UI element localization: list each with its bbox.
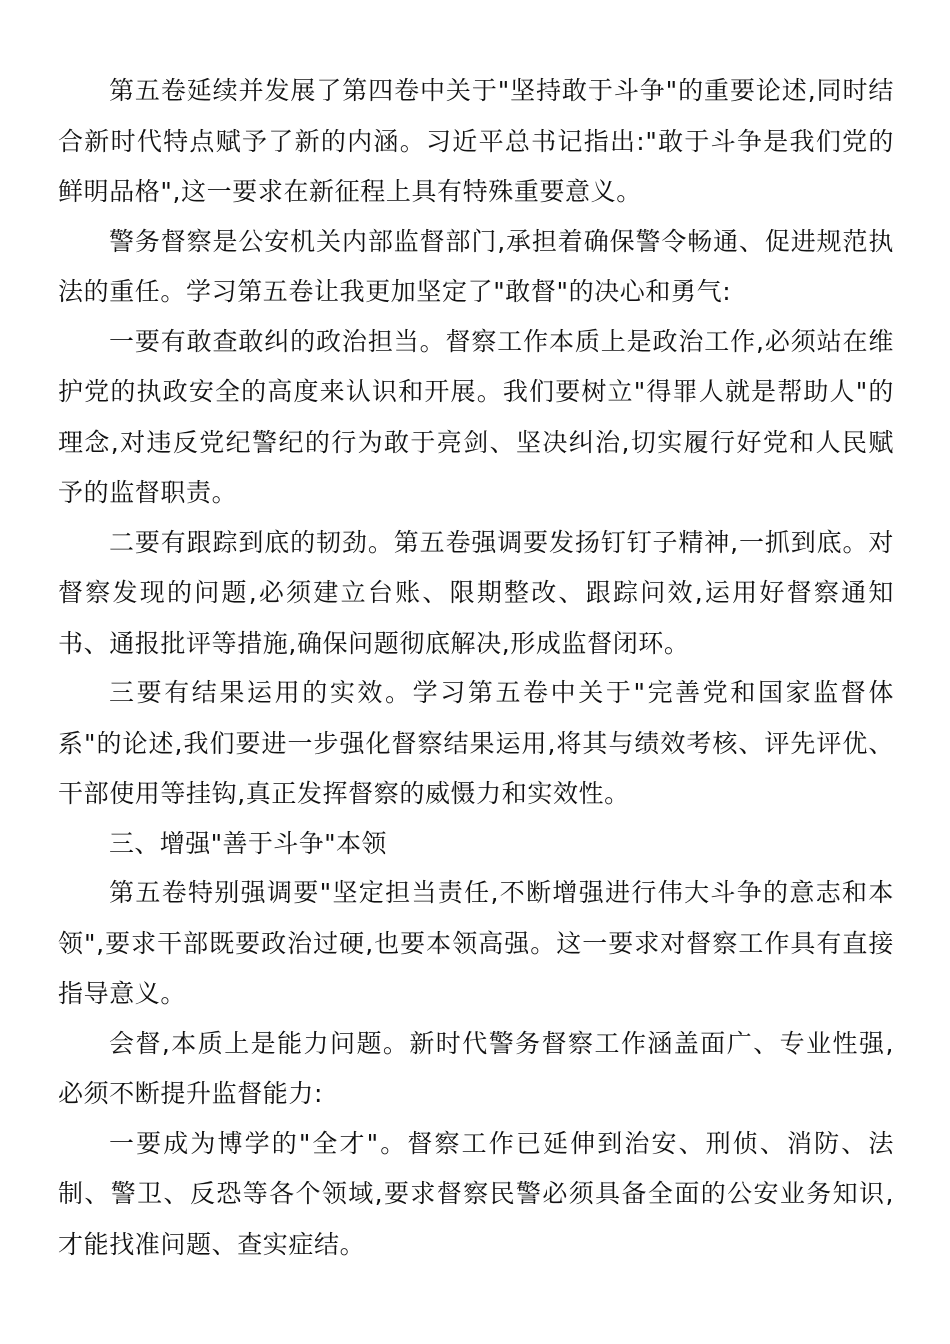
paragraph-capability-question: 会督,本质上是能力问题。新时代警务督察工作涵盖面广、专业性强,必须不断提升监督能力: [58, 1028, 894, 1108]
section-heading-good-at-struggle: 三、增强"善于斗争"本领 [109, 828, 387, 858]
paragraph-police-supervision: 警务督察是公安机关内部监督部门,承担着确保警令畅通、促进规范执法的重任。学习第五卷让我更加坚定了"敢督"的决心和勇气: [58, 226, 894, 306]
document-body [58, 66, 894, 1269]
paragraph-dare-to-struggle-intro: 第五卷延续并发展了第四卷中关于"坚持敢于斗争"的重要论述,同时结合新时代特点赋予了新的内涵。习近平总书记指出:"敢于斗争是我们党的鲜明品格",这一要求在新征程上具有特殊重要意义。 [58, 76, 894, 206]
paragraph-follow-through: 二要有跟踪到底的韧劲。第五卷强调要发扬钉钉子精神,一抓到底。对督察发现的问题,必须建立台账、限期整改、跟踪问效,运用好督察通知书、通报批评等措施,确保问题彻底解决,形成监督闭环。 [58, 527, 894, 658]
paragraph-ability-requirement: 第五卷特别强调要"坚定担当责任,不断增强进行伟大斗争的意志和本领",要求干部既要政治过硬,也要本领高强。这一要求对督察工作具有直接指导意义。 [58, 878, 894, 1008]
paragraph-all-round-talent: 一要成为博学的"全才"。督察工作已延伸到治安、刑侦、消防、法制、警卫、反恐等各个领域,要求督察民警必须具备全面的公安业务知识,才能找准问题、查实症结。 [58, 1128, 894, 1259]
paragraph-political-responsibility: 一要有敢查敢纠的政治担当。督察工作本质上是政治工作,必须站在维护党的执政安全的高度来认识和开展。我们要树立"得罪人就是帮助人"的理念,对违反党纪警纪的行为敢于亮剑、坚决纠治,切实履行好党和人民赋予的监督职责。 [58, 326, 894, 507]
paragraph-result-application: 三要有结果运用的实效。学习第五卷中关于"完善党和国家监督体系"的论述,我们要进一步强化督察结果运用,将其与绩效考核、评先评优、干部使用等挂钩,真正发挥督察的威慑力和实效性。 [58, 678, 894, 808]
